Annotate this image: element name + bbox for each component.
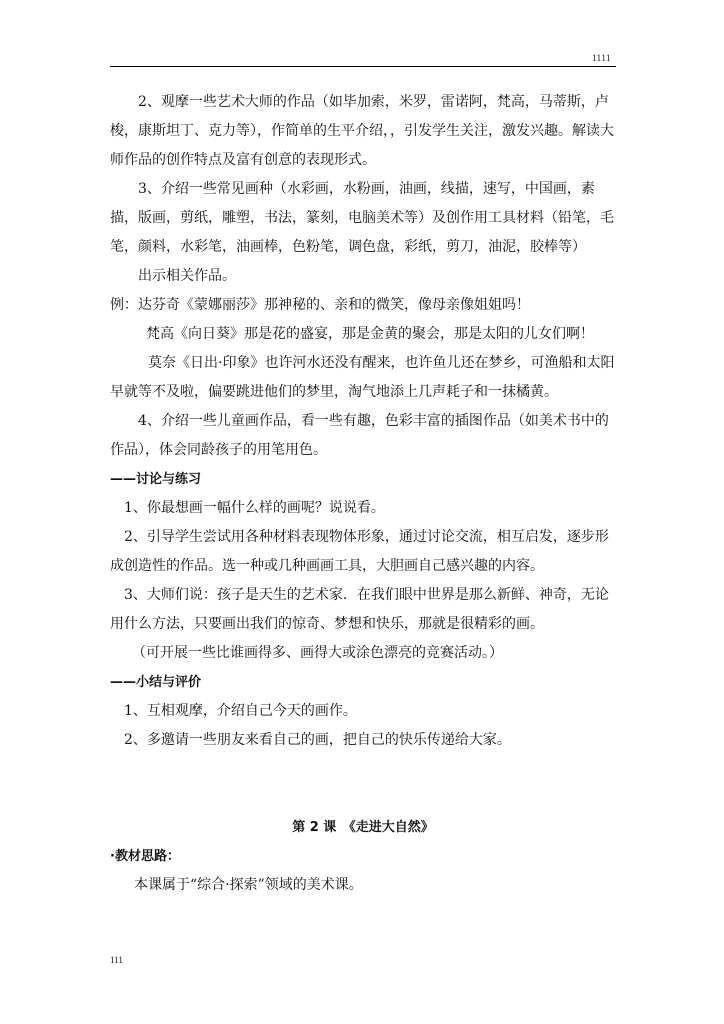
paragraph-discussion-3: 3、大师们说：孩子是天生的艺术家．在我们眼中世界是那么新鲜、神奇，无论用什么方法，只要画出我们的惊奇、梦想和快乐，那就是很精彩的画。 (110, 587, 609, 632)
section-heading-discussion: ——讨论与练习 (110, 472, 202, 487)
section-heading-textbook-idea: ·教材思路： (110, 849, 180, 864)
header-page-number: 1111 (592, 53, 611, 63)
document-body (110, 88, 616, 900)
lesson-title: 第 2 课 《走进大自然》 (292, 820, 434, 835)
paragraph-discussion-1: 1、你最想画一幅什么样的画呢？说说看。 (124, 500, 385, 516)
paragraph-discussion-2: 2、引导学生尝试用各种材料表现物体形象，通过讨论交流，相互启发，逐步形成创造性的作品。选一种或几种画画工具，大胆画自己感兴趣的内容。 (110, 529, 609, 574)
paragraph-show-works: 出示相关作品。 (138, 268, 236, 284)
paragraph-example-impression-sunrise: 莫奈《日出·印象》也许河水还没有醒来，也许鱼儿还在梦乡，可渔船和太阳早就等不及啦，偏要跳进他们的梦里，淘气地添上几声耗子和一抹橘黄。 (110, 355, 615, 400)
paragraph-master-works: 2、观摩一些艺术大师的作品（如毕加索，米罗，雷诺阿，梵高，马蒂斯，卢梭，康斯坦丁、克力等），作简单的生平介绍，，引发学生关注，激发兴趣。解读大师作品的创作特点及富有创意的表现形式。 (110, 94, 614, 168)
section-heading-summary: ——小结与评价 (110, 675, 202, 690)
paragraph-painting-types: 3、介绍一些常见画种（水彩画，水粉画，油画，线描，速写，中国画，素描，版画，剪纸，雕塑，书法，篆刻，电脑美术等）及创作用工具材料（铅笔，毛笔，颜料，水彩笔，油画棒，色粉笔，调色盘，彩纸，剪刀，油泥，胶棒等） (110, 181, 614, 255)
paragraph-competition-note: （可开展一些比谁画得多、画得大或涂色漂亮的竞赛活动。） (132, 645, 503, 661)
paragraph-children-works: 4、介绍一些儿童画作品，看一些有趣，色彩丰富的插图作品（如美术书中的作品），体会同龄孩子的用笔用色。 (110, 413, 609, 458)
paragraph-lesson-domain: 本课属于“综合·探索”领域的美术课。 (134, 877, 363, 893)
section-gap (110, 755, 616, 813)
paragraph-summary-1: 1、互相观摩，介绍自己今天的画作。 (124, 703, 357, 719)
paragraph-summary-2: 2、多邀请一些朋友来看自己的画，把自己的快乐传递给大家。 (124, 732, 511, 748)
paragraph-example-mona-lisa: 例：达芬奇《蒙娜丽莎》那神秘的、亲和的微笑，像母亲像姐姐吗！ (110, 297, 530, 313)
header-rule (110, 66, 616, 67)
footer-page-number: 111 (110, 955, 123, 965)
paragraph-example-sunflowers: 梵高《向日葵》那是花的盛宴，那是金黄的聚会，那是太阳的儿女们啊！ (146, 326, 594, 342)
